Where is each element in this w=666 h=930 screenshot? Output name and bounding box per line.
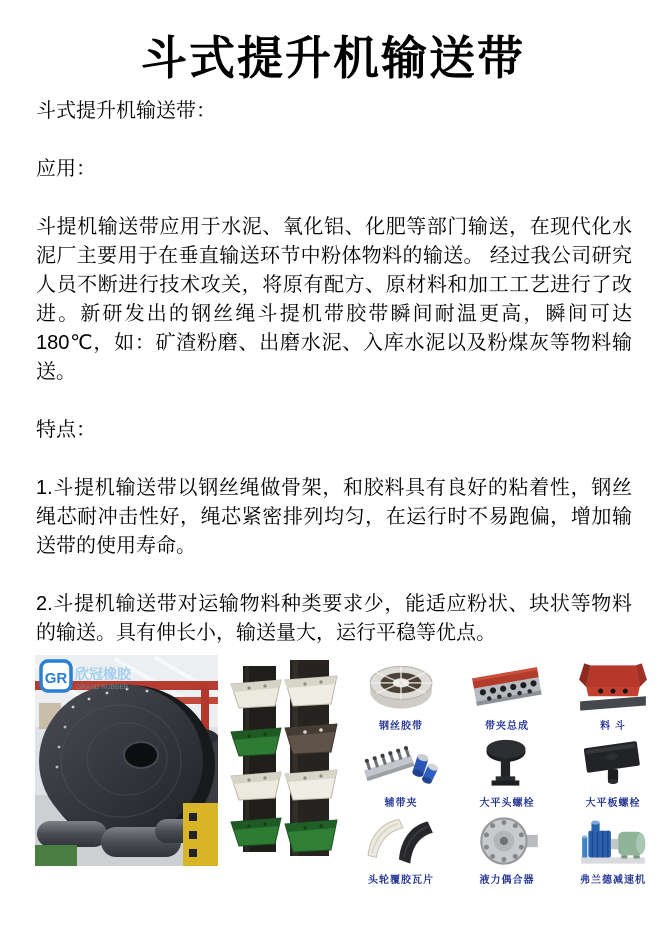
product-label: 辅带夹	[384, 798, 418, 809]
description-text	[36, 97, 632, 677]
paragraph-application: 斗提机输送带应用于水泥、氧化铝、化肥等部门输送，在现代化水泥厂主要用于在垂直输送环节中粉体物料的输送。 经过我公司研究人员不断进行技术攻关，将原有配方、原材料和加工工艺进行了改进。新研发出的钢丝绳斗提机带胶带瞬间耐温更高，瞬间可达180℃，如：矿渣粉磨、出磨水泥、入库水泥以及粉煤灰等物料输送。	[36, 216, 632, 383]
fluid-coupling-icon	[470, 814, 544, 868]
product-card	[348, 660, 454, 737]
feature-1: 1.斗提机输送带以钢丝绳做骨架，和胶料具有良好的粘着性，钢丝绳芯耐冲击性好，绳芯紧密排列均匀，在运行时不易跑偏，增加输送带的使用寿命。	[36, 477, 632, 557]
product-label: 大平板螺栓	[585, 798, 641, 809]
elevator-buckets-image	[227, 658, 346, 858]
product-images-row	[0, 655, 666, 930]
intro-line: 斗式提升机输送带：	[36, 100, 216, 122]
flender-reducer-icon	[576, 814, 650, 868]
product-card	[454, 814, 560, 891]
product-card	[454, 660, 560, 737]
feature-2: 2.斗提机输送带对运输物料种类要求少，能适应粉状、块状等物料的输送。具有伸长小，输送量大，运行平稳等优点。	[36, 593, 632, 644]
belt-clamp-assembly-icon	[470, 660, 544, 714]
belt-roll-factory-photo	[35, 655, 218, 866]
flat-head-bolt-icon	[470, 737, 544, 791]
product-label: 弗兰德减速机	[580, 875, 646, 886]
product-card	[560, 660, 666, 737]
section-heading-features: 特点：	[36, 419, 96, 441]
elevator-buckets-display-photo	[227, 658, 346, 858]
flat-plate-bolt-icon	[576, 737, 650, 791]
product-card	[560, 737, 666, 814]
logo-chinese-name: 欣冠橡胶	[75, 666, 131, 682]
accessories-grid	[348, 660, 666, 891]
product-label: 大平头螺栓	[479, 798, 535, 809]
elevator-hopper-icon	[576, 660, 650, 714]
page-title: 斗式提升机输送带	[141, 32, 525, 84]
wrapped-belt-roll-icon	[364, 660, 438, 714]
product-label: 料 斗	[600, 721, 626, 732]
product-label: 头轮覆胶瓦片	[368, 875, 434, 886]
auxiliary-belt-clamp-icon	[364, 737, 438, 791]
company-logo	[41, 661, 132, 691]
product-label: 带夹总成	[485, 721, 529, 732]
logo-english-name: GRAND RUBBER	[76, 684, 129, 691]
product-label: 液力偶合器	[479, 875, 535, 886]
section-heading-application: 应用：	[36, 158, 96, 180]
product-card	[454, 737, 560, 814]
logo-gr-monogram: GR	[44, 670, 68, 687]
product-card	[348, 737, 454, 814]
product-card	[560, 814, 666, 891]
belt-roll-photo-image	[35, 655, 218, 866]
head-wheel-rubber-tile-icon	[364, 814, 438, 868]
product-card	[348, 814, 454, 891]
product-label: 钢丝胶带	[379, 721, 423, 732]
